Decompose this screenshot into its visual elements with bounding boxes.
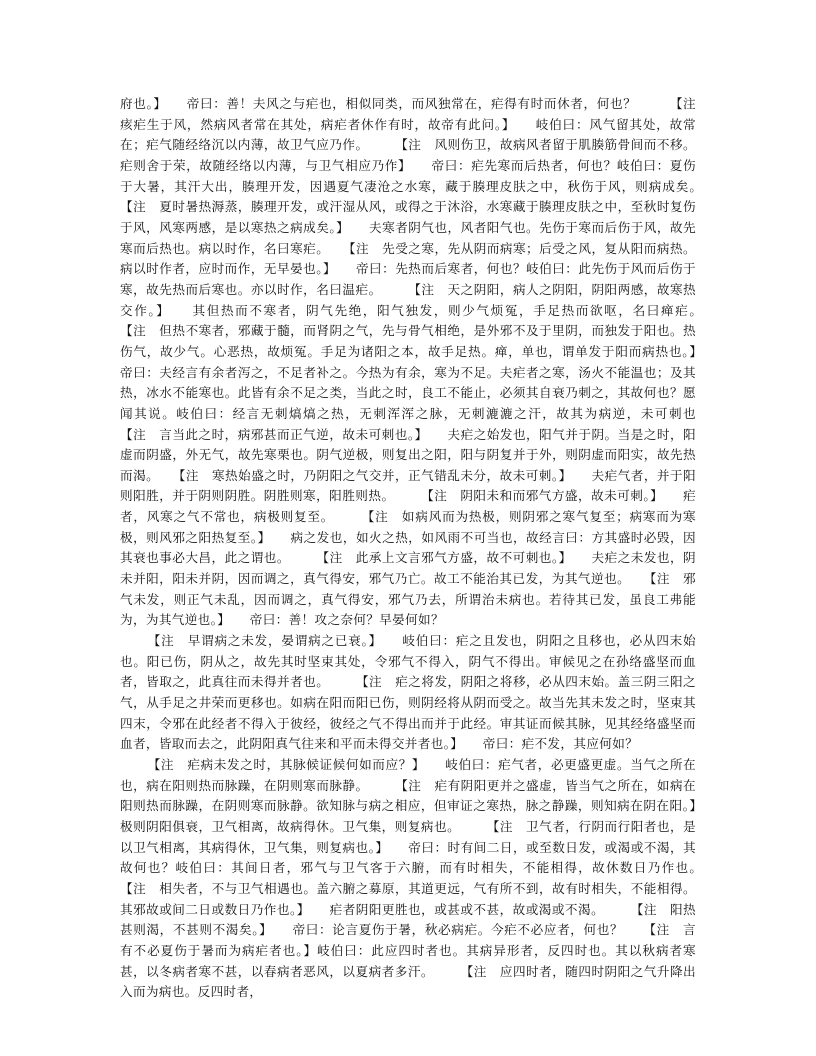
paragraph-1: 府也。】 帝曰：善！夫风之与疟也，相似同类，而风独常在，疟得有时而休者，何也？ 【注 痎疟生于风，然病风者常在其处，病疟者休作有时，故帝有此问。】 岐伯曰：风气留其处，故常在；疟气随经络沉以内薄，故卫气应乃作。 【注 风则伤卫，故病风者留于肌腠筋骨间而不移。疟则舍于荣，故随经络以内薄，与卫气相应乃作】 帝曰：疟先寒而后热者，何也？岐伯曰：夏伤于大暑，其汗大出，腠理开发，因遇夏气凄沧之水寒，藏于腠理皮肤之中，秋伤于风，则病成矣。 【注 夏时暑热溽蒸，腠理开发，或汗湿从风，或得之于沐浴，水寒藏于腠理皮肤之中，至秋时复伤于风，风寒两感，是以寒热之病成矣。】 夫寒者阴气也，风者阳气也。先伤于寒而后伤于风，故先寒而后热也。病以时作，名曰寒疟。 【注 先受之寒，先从阴而病寒；后受之风，复从阳而病热。病以时作者，应时而作，无早晏也。】 帝曰：先热而后寒者，何也？岐伯曰：此先伤于风而后伤于寒，故先热而后寒也。亦以时作，名曰温疟。 【注 天之阴阳，病人之阴阳，阴阳两感，故寒热交作。】 其但热而不寒者，阴气先绝，阳气独发，则少气烦冤，手足热而欲呕，名曰瘅疟。 【注 但热不寒者，邪藏于髓，而肾阴之气，先与骨气相绝，是外邪不及于里阴，而独发于阳也。热伤气，故少气。心恶热，故烦冤。手足为诸阳之本，故手足热。瘅，单也，谓单发于阳而病热也。】 帝曰：夫经言有余者泻之，不足者补之。今热为有余，寒为不足。夫疟者之寒，汤火不能温也；及其热，冰水不能寒也。此皆有余不足之类，当此之时，良工不能止，必须其自衰乃刺之，其故何也？愿闻其说。岐伯曰：经言无刺熇熇之热，无刺浑浑之脉，无刺漉漉之汗，故其为病逆，未可刺也 【注 言当此之时，病邪甚而正气逆，故未可刺也。】 夫疟之始发也，阳气并于阴。当是之时，阳虚而阴盛，外无气，故先寒栗也。阴气逆极，则复出之阳，阳与阴复并于外，则阴虚而阳实，故先热而渴。 【注 寒热始盛之时，乃阴阳之气交并，正气错乱未分，故未可刺。】 夫疟气者，并于阳则阳胜，并于阴则阴胜。阴胜则寒，阳胜则热。 【注 阴阳未和而邪气方盛，故未可刺。】 疟者，风寒之气不常也，病极则复至。 【注 如病风而为热极，则阴邪之寒气复至；病寒而为寒极，则风邪之阳热复至。】 病之发也，如火之热，如风雨不可当也，故经言曰：方其盛时必毁，因其衰也事必大昌，此之谓也。 【注 此承上文言邪气方盛，故不可刺也。】 夫疟之未发也，阴未并阳，阳未并阴，因而调之，真气得安，邪气乃亡。故工不能治其已发，为其气逆也。 【注 邪气未发，则正气未乱，因而调之，真气得安，邪气乃去，所谓治未病也。若待其已发，虽良工弗能为，为其气逆也。】 帝曰：善！攻之奈何？早晏何如？ xyxy=(120,96,735,628)
paragraph-3: 【注 疟病未发之时，其脉候证候何如而应？】 岐伯曰：疟气者，必更盛更虚。当气之所在也，病在阳则热而脉躁，在阴则寒而脉静。 【注 疟有阴阳更并之盛虚，皆当气之所在，如病在阳则热而脉躁，在阴则寒而脉静。欲知脉与病之相应，但审证之寒热，脉之静躁，则知病在阴在阳。】 极则阴阳俱衰，卫气相离，故病得休。卫气集，则复病也。 【注 卫气者，行阴而行阳者也，是以卫气相离，其病得休，卫气集，则复病也。】 帝曰：时有间二日，或至数日发，或渴或不渴，其故何也？岐伯曰：其间日者，邪气与卫气客于六腑，而有时相失，不能相得，故休数日乃作也。 【注 相失者，不与卫气相遇也。盖六腑之募原，其道更远，气有所不到，故有时相失，不能相得。其邪故或间二日或数日乃作也。】 疟者阴阳更胜也，或甚或不甚，故或渴或不渴。 【注 阳热甚则渴，不甚则不渴矣。】 帝曰：论言夏伤于暑，秋必病疟。今疟不必应者，何也？ 【注 言有不必夏伤于暑而为病疟者也。】岐伯曰：此应四时者也。其病异形者，反四时也。其以秋病者寒甚，以冬病者寒不甚，以春病者恶风，以夏病者多汗。 【注 应四时者，随四时阴阳之气升降出入而为病也。反四时者， xyxy=(120,757,735,1000)
paragraph-2: 【注 早谓病之未发，晏谓病之已衰。】 岐伯曰：疟之且发也，阴阳之且移也，必从四末始也。阳已伤，阴从之，故先其时坚束其处，令邪气不得入，阴气不得出。审候见之在孙络盛坚而血者，皆取之，此真往而未得并者也。 【注 疟之将发，阴阳之将移，必从四末始。盖三阴三阳之气，从手足之井荣而更移也。如病在阳而阳已伤，则阴经将从阴而受之。故当先其未发之时，坚束其四末，令邪在此经者不得入于彼经，彼经之气不得出而并于此经。审其证而候其脉，见其经络盛坚而血者，皆取而去之，此阴阳真气往来和平而未得交并者也。】 帝曰：疟不发，其应何如？ xyxy=(120,633,696,752)
